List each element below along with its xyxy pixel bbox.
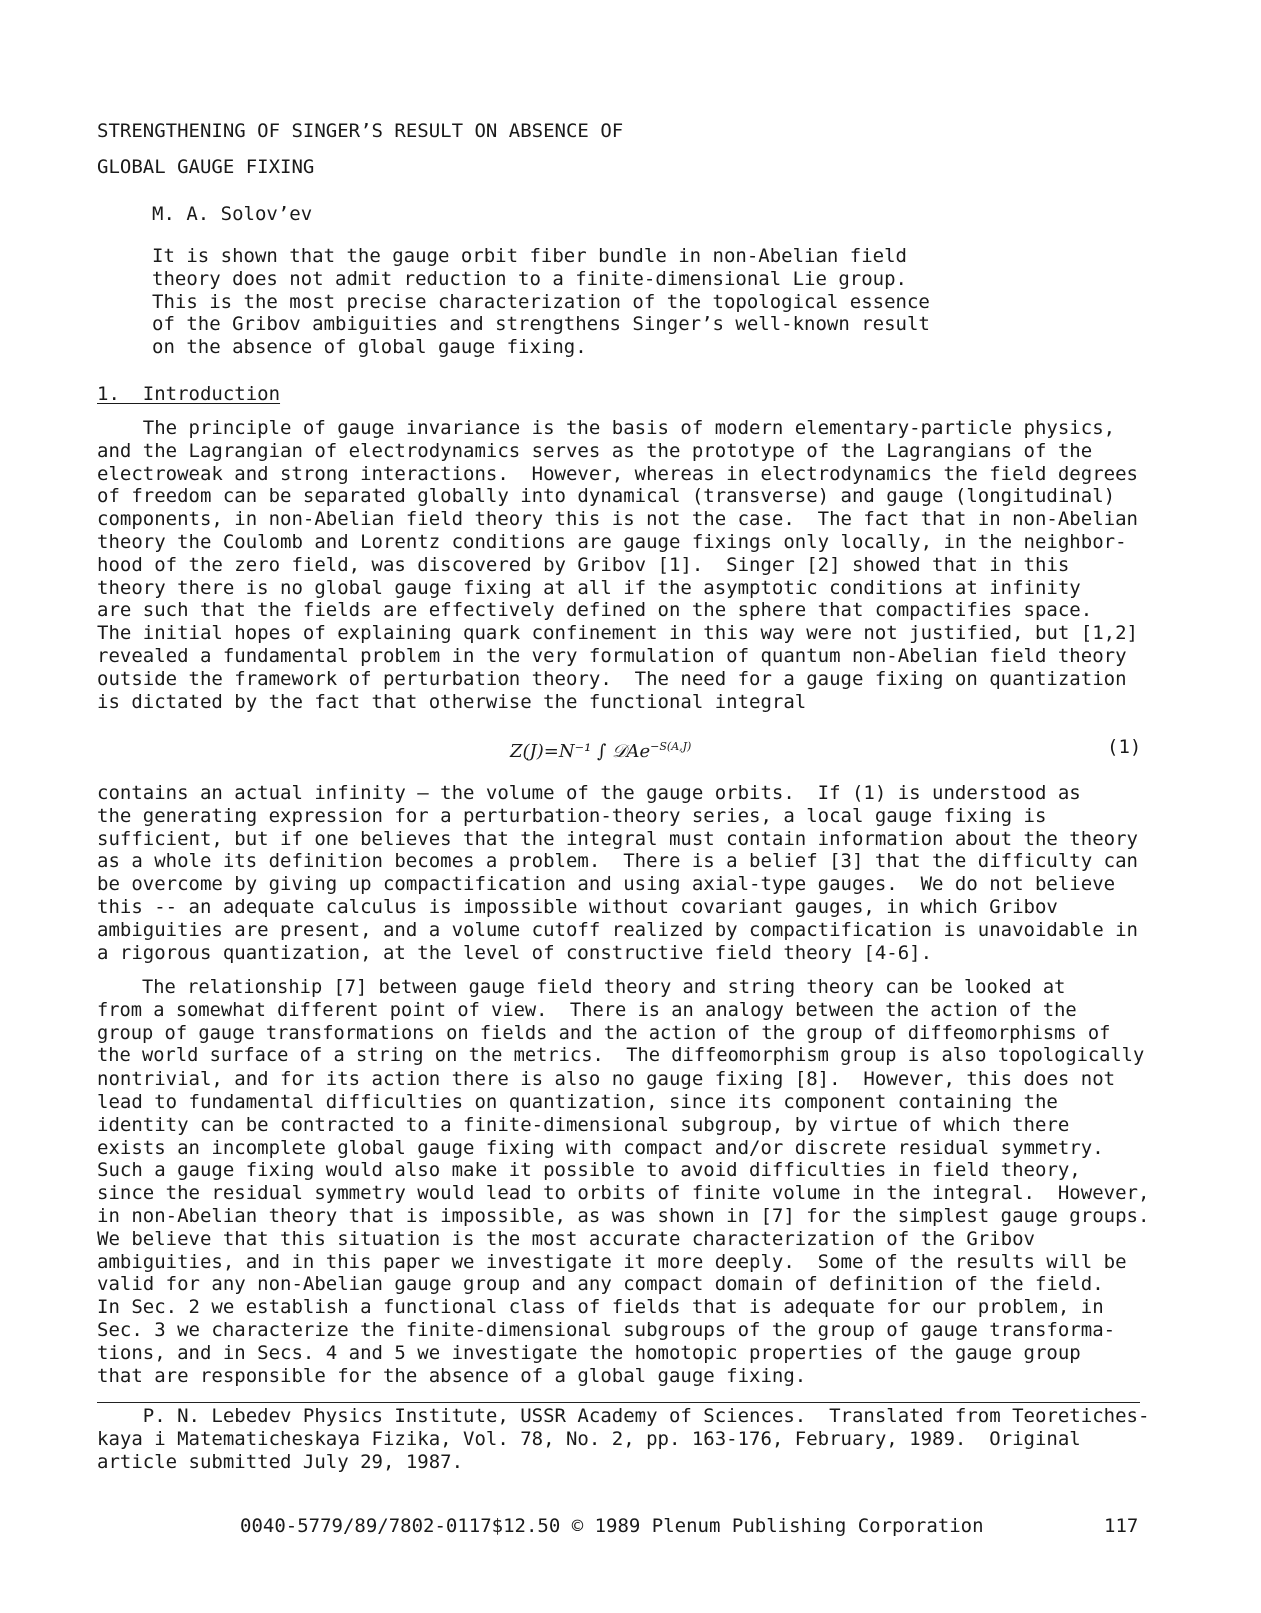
text-line: theory there is no global gauge fixing at all if the asymptotic conditions at infinity: [97, 576, 1081, 599]
text-line: Sec. 3 we characterize the finite-dimensional subgroups of the group of gauge transforma-: [97, 1318, 1116, 1341]
body-paragraph-1: [97, 417, 1138, 713]
text-line: exists an incomplete global gauge fixing with compact and/or discrete residual symmetry.: [97, 1136, 1104, 1159]
text-line: sufficient, but if one believes that the integral must contain information about the theory: [97, 827, 1138, 850]
text-line: and the Lagrangian of electrodynamics serves as the prototype of the Lagrangians of the: [97, 439, 1093, 462]
text-line: be overcome by giving up compactification and using axial-type gauges. We do not believe: [97, 873, 1116, 896]
text-line: contains an actual infinity — the volume of the gauge orbits. If (1) is understood as: [97, 782, 1081, 804]
abstract-line: of the Gribov ambiguities and strengthens Singer’s well-known result: [152, 313, 930, 336]
equation-number: (1): [1107, 736, 1142, 758]
text-line: since the residual symmetry would lead to orbits of finite volume in the integral. However,: [97, 1182, 1150, 1205]
text-line: valid for any non-Abelian gauge group and any compact domain of definition of the field.: [97, 1273, 1104, 1296]
text-line: is dictated by the fact that otherwise the functional integral: [97, 690, 807, 713]
text-line: The initial hopes of explaining quark confinement in this way were not justified, but [1,2]: [97, 622, 1138, 645]
footnote-line: article submitted July 29, 1987.: [97, 1450, 464, 1473]
text-line: as a whole its definition becomes a problem. There is a belief [3] that the difficulty can: [97, 850, 1138, 873]
abstract-line: This is the most precise characterization of the topological essence: [152, 290, 930, 313]
text-line: We believe that this situation is the most accurate characterization of the Gribov: [97, 1227, 1035, 1250]
equation-body: Z(J)=N⁻¹ ∫ 𝒟Ae: [510, 741, 651, 762]
footnote-line: P. N. Lebedev Physics Institute, USSR Academy of Sciences. Translated from Teoretiches-: [97, 1405, 1150, 1427]
text-line: hood of the zero field, was discovered by Gribov [1]. Singer [2] showed that in this: [97, 553, 1070, 576]
text-line: revealed a fundamental problem in the very formulation of quantum non-Abelian field theory: [97, 644, 1127, 667]
body-paragraph-3: [97, 977, 1149, 1387]
footnote-line: kaya i Matematicheskaya Fizika, Vol. 78, No. 2, pp. 163-176, February, 1989. Original: [97, 1427, 1081, 1450]
text-line: In Sec. 2 we establish a functional class of fields that is adequate for our problem, in: [97, 1296, 1104, 1319]
text-line: theory the Coulomb and Lorentz conditions are gauge fixings only locally, in the neighbor-: [97, 530, 1127, 553]
text-line: Such a gauge fixing would also make it possible to avoid difficulties in field theory,: [97, 1159, 1081, 1182]
text-line: this -- an adequate calculus is impossible without covariant gauges, in which Gribov: [97, 895, 1058, 918]
text-line: the generating expression for a perturbation-theory series, a local gauge fixing is: [97, 804, 1047, 827]
text-line: from a somewhat different point of view. There is an analogy between the action of the: [97, 999, 1077, 1021]
equation-1: [510, 736, 691, 764]
text-line: identity can be contracted to a finite-dimensional subgroup, by virtue of which there: [97, 1113, 1070, 1136]
text-line: The relationship [7] between gauge field theory and string theory can be looked at: [97, 977, 1066, 998]
text-line: nontrivial, and for its action there is also no gauge fixing [8]. However, this does not: [97, 1068, 1116, 1091]
text-line: ambiguities, and in this paper we investigate it more deeply. Some of the results will be: [97, 1250, 1127, 1273]
section-heading-introduction: 1. Introduction: [97, 383, 281, 405]
text-line: tions, and in Secs. 4 and 5 we investigate the homotopic properties of the gauge group: [97, 1341, 1081, 1364]
equation-exponent: −S(A,J): [650, 740, 692, 753]
text-line: a rigorous quantization, at the level of constructive field theory [4-6].: [97, 941, 933, 964]
text-line: in non-Abelian theory that is impossible, as was shown in [7] for the simplest gauge groups.: [97, 1204, 1150, 1227]
abstract-line: on the absence of global gauge fixing.: [152, 336, 587, 359]
page-number: 117: [1104, 1515, 1139, 1537]
abstract: [152, 245, 930, 359]
text-line: group of gauge transformations on fields and the action of the group of diffeomorphisms of: [97, 1022, 1111, 1044]
text-line: components, in non-Abelian field theory this is not the case. The fact that in non-Abelian: [97, 508, 1138, 531]
author-name: M. A. Solov’ev: [152, 203, 313, 225]
text-line: the world surface of a string on the metrics. The diffeomorphism group is also topologically: [97, 1045, 1145, 1067]
footnote-divider: [97, 1402, 1140, 1403]
abstract-line: It is shown that the gauge orbit fiber bundle in non-Abelian field: [152, 245, 907, 267]
text-line: outside the framework of perturbation theory. The need for a gauge fixing on quantization: [97, 667, 1127, 690]
text-line: electroweak and strong interactions. However, whereas in electrodynamics the field degrees: [97, 462, 1138, 485]
text-line: of freedom can be separated globally into dynamical (transverse) and gauge (longitudinal): [97, 485, 1116, 508]
paper-title-line-2: GLOBAL GAUGE FIXING: [97, 156, 315, 178]
publication-code: 0040-5779/89/7802-0117$12.50 © 1989 Plenum Publishing Corporation: [240, 1515, 984, 1537]
footnote: [97, 1405, 1149, 1473]
text-line: ambiguities are present, and a volume cutoff realized by compactification is unavoidable in: [97, 918, 1138, 941]
text-line: that are responsible for the absence of a global gauge fixing.: [97, 1364, 807, 1387]
abstract-line: theory does not admit reduction to a finite-dimensional Lie group.: [152, 267, 907, 290]
paper-title-line-1: STRENGTHENING OF SINGER’S RESULT ON ABSENCE OF: [97, 120, 624, 142]
text-line: are such that the fields are effectively defined on the sphere that compactifies space.: [97, 599, 1093, 622]
body-paragraph-2: [97, 782, 1138, 964]
text-line: The principle of gauge invariance is the basis of modern elementary-particle physics,: [97, 417, 1116, 439]
text-line: lead to fundamental difficulties on quantization, since its component containing the: [97, 1090, 1058, 1113]
